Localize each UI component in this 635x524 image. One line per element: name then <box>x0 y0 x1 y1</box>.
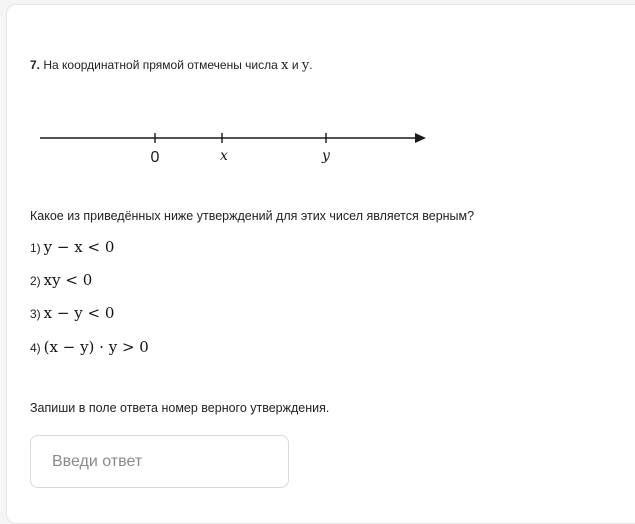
question-text: Какое из приведённых ниже утверждений для этих чисел является верным? <box>30 209 475 223</box>
task-var-y: y <box>301 58 310 73</box>
tick-label-zero: 0 <box>150 149 160 166</box>
option-2 <box>30 271 92 289</box>
tick-label-y: y <box>322 148 330 164</box>
task-number: 7. <box>30 58 41 72</box>
option-2-expression: xy < 0 <box>43 271 93 289</box>
option-1-label: 1) <box>30 241 41 255</box>
number-line-figure <box>38 126 433 171</box>
option-1 <box>30 238 114 256</box>
option-3-label: 3) <box>30 307 41 321</box>
option-3 <box>30 304 114 322</box>
task-text: На координатной прямой отмечены числа <box>43 58 278 72</box>
option-3-expression: x − y < 0 <box>43 304 115 322</box>
task-end: . <box>309 58 313 72</box>
number-line-arrow-icon <box>415 133 426 143</box>
option-2-label: 2) <box>30 274 41 288</box>
task-conj: и <box>291 58 299 72</box>
task-var-x: x <box>281 58 289 73</box>
option-4-label: 4) <box>30 341 41 355</box>
answer-input[interactable] <box>30 435 289 488</box>
option-4-expression: (x − y) · y > 0 <box>43 338 149 356</box>
tick-label-x: x <box>220 148 228 164</box>
task-title <box>30 57 313 74</box>
option-1-expression: y − x < 0 <box>43 238 115 256</box>
option-4 <box>30 338 149 356</box>
answer-instruction: Запиши в поле ответа номер верного утверждения. <box>30 401 330 415</box>
